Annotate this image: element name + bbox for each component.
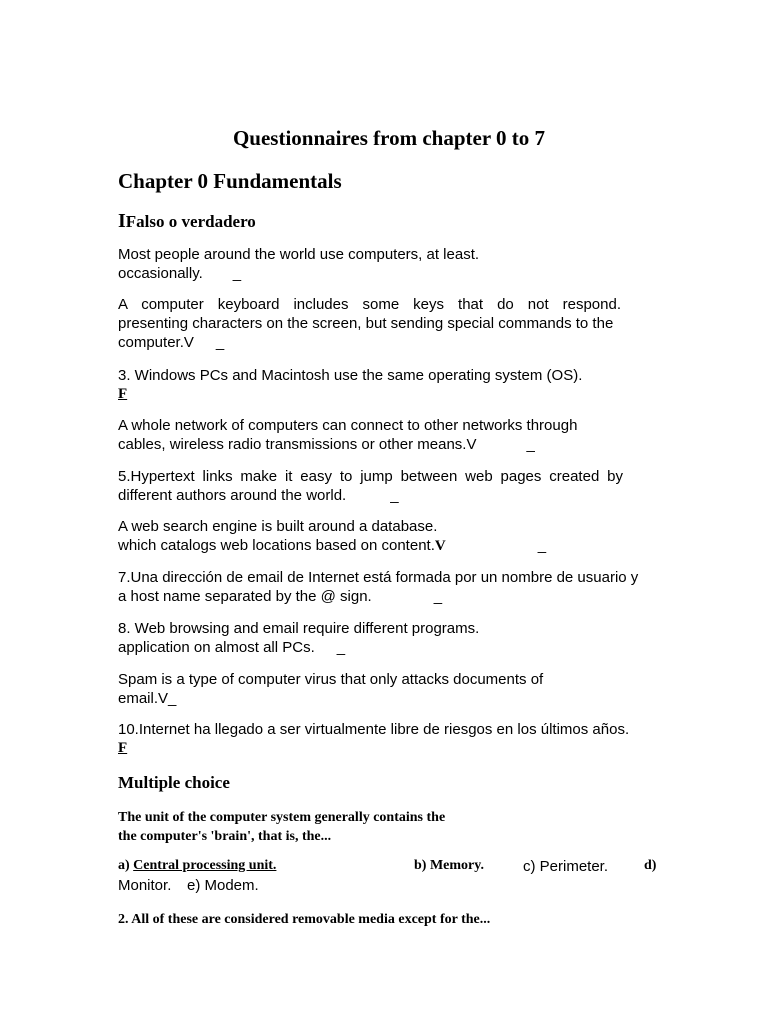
answer-mark: F [118,386,128,402]
question-line: a host name separated by the @ sign. [118,588,372,605]
tf-question-5 [118,467,623,505]
answer-blank: _ [390,487,399,504]
question-line: presenting characters on the screen, but sending special commands to the [118,315,614,332]
question-line: different authors around the world. [118,487,347,504]
section-multiple-choice-heading: Multiple choice [118,773,230,792]
mc-option-c: c) Perimeter. [523,858,609,875]
question-line-wrap [118,638,650,657]
question-line-wrap [118,435,650,454]
question-line-wrap [118,587,650,606]
answer-blank: _ [336,639,346,656]
question-line: Spam is a type of computer virus that only attacks documents of [118,671,544,688]
tf-question-10 [118,720,650,758]
tf-question-1 [118,245,650,283]
question-line: which catalogs web locations based on content. [118,537,435,554]
answer-mark: V [434,538,446,554]
tf-question-4 [118,416,650,454]
mc-option-d-prefix: d) [644,858,657,873]
mc-option-b: b) Memory. [414,858,484,873]
document-title: Questionnaires from chapter 0 to 7 [232,126,546,150]
question-line: 8. Web browsing and email require different programs. [118,620,480,637]
answer-mark: F [118,740,128,756]
question-line: A computer keyboard includes some keys that do not respond. [118,296,621,313]
mc-option-a [118,858,385,874]
tf-question-8 [118,619,650,657]
answer-blank: _ [168,690,177,707]
question-line: occasionally. [118,265,203,282]
option-prefix: a) [118,858,130,873]
tf-question-9 [118,670,650,708]
section-true-false-heading [118,210,256,233]
question-line-wrap [118,689,650,708]
tf-question-6 [118,517,650,556]
mc-option-e: e) Modem. [187,877,259,894]
chapter-heading: Chapter 0 Fundamentals [118,169,342,193]
question-line: computer.V [118,334,194,351]
question-line: application on almost all PCs. [118,639,315,656]
tf-question-2 [118,295,621,352]
question-line: Most people around the world use computers, at least. [118,246,480,263]
question-line: 10.Internet ha llegado a ser virtualmente libre de riesgos en los últimos años. [118,721,630,738]
answer-blank: _ [232,265,242,282]
mc-question-2: 2. All of these are considered removable media except for the... [118,912,491,927]
question-line: the computer's 'brain', that is, the... [118,829,332,844]
question-line: email.V [118,690,169,707]
question-line-wrap [118,333,621,352]
question-line: 7.Una dirección de email de Internet está formada por un nombre de usuario y [118,569,639,586]
question-line: cables, wireless radio transmissions or other means.V [118,436,477,453]
question-line-wrap [118,264,650,283]
question-line-wrap [118,536,650,556]
tf-question-7 [118,568,650,606]
option-text: Central processing unit. [133,858,277,873]
answer-blank: _ [433,588,443,605]
section-roman-numeral: I [118,210,126,232]
mc-question-1 [118,808,502,846]
question-line: 3. Windows PCs and Macintosh use the same operating system (OS). [118,367,583,384]
tf-question-3 [118,366,650,404]
question-line: A web search engine is built around a database. [118,518,438,535]
answer-blank: _ [537,537,547,554]
answer-blank: _ [526,436,535,453]
question-line: 5.Hypertext links make it easy to jump between web pages created by [118,468,623,485]
question-line: A whole network of computers can connect to other networks through [118,417,578,434]
question-line: The unit of the computer system generally contains the [118,810,446,825]
mc-option-d-text: Monitor. [118,877,172,894]
answer-blank: _ [215,334,225,351]
question-line-wrap [118,486,623,505]
section-label: Falso o verdadero [125,212,256,231]
